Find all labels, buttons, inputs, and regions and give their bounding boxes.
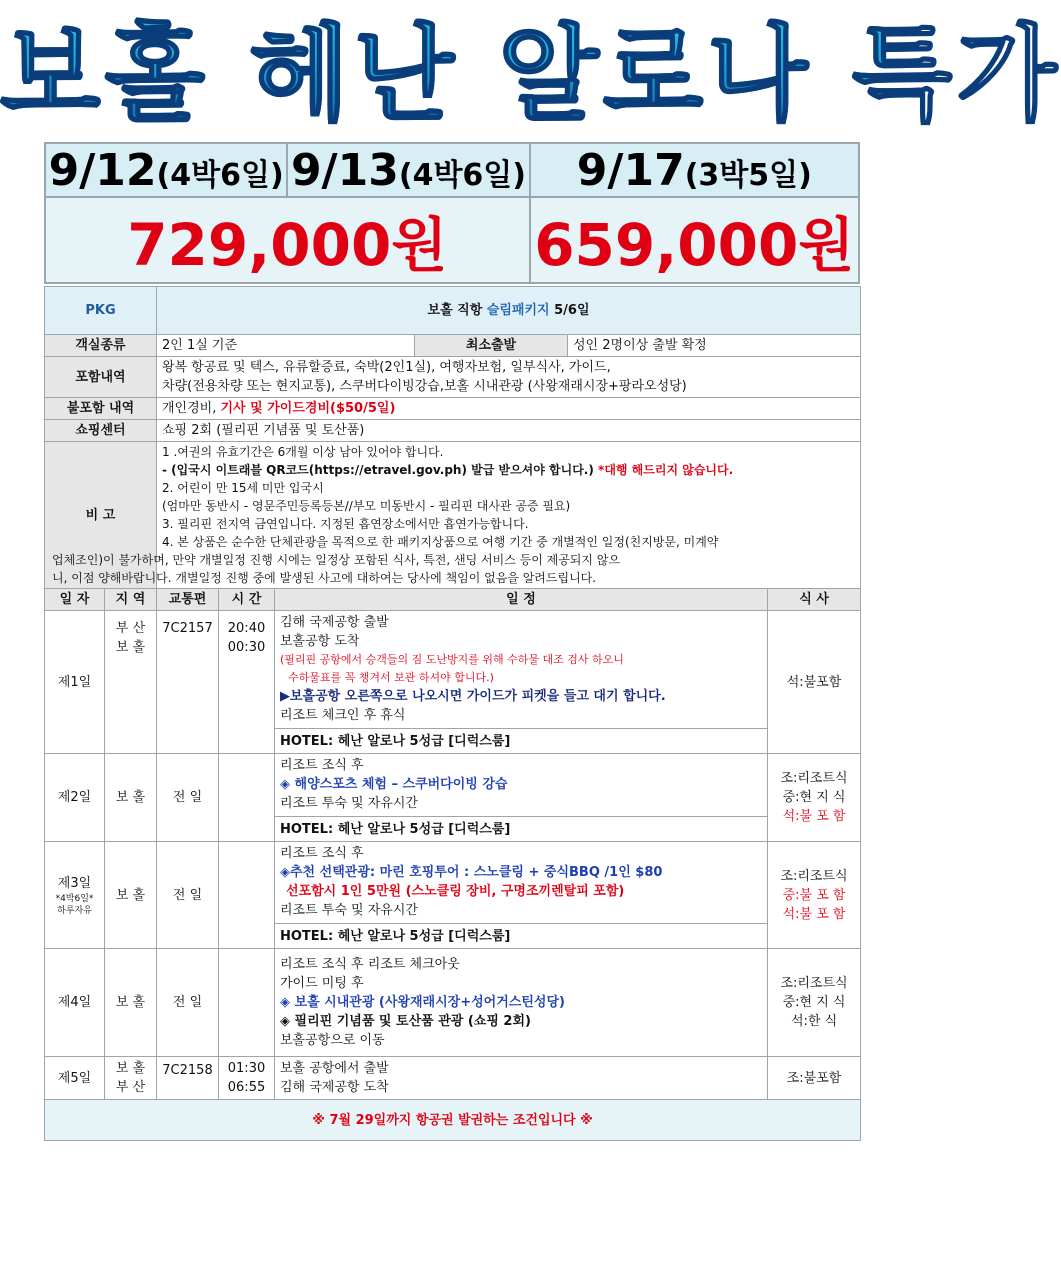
meal: 조:불포함 [768,1057,861,1100]
price-table [44,142,860,284]
region: 부 산 보 홀 [105,611,157,754]
day-label: 제1일 [45,611,105,754]
day-label: 제5일 [45,1057,105,1100]
header-transport: 교통편 [157,589,219,611]
header-date: 일 자 [45,589,105,611]
time: 01:30 06:55 [219,1057,275,1100]
departure-date-1: 9/12(4박6일) [45,143,287,197]
meal: 조:리조트식 중:현 지 식 석:불 포 함 [768,754,861,842]
flight: 전 일 [157,842,219,949]
package-title: 보홀 직항 슬림패키지 5/6일 [157,287,861,335]
table-row [45,1057,861,1100]
shopping-value: 쇼핑 2회 (필리핀 기념품 및 토산품) [157,420,861,442]
time [219,842,275,949]
shopping-label: 쇼핑센터 [45,420,157,442]
region: 보 홀 [105,949,157,1057]
flight: 전 일 [157,754,219,842]
schedule: 리조트 조식 후 ◈추천 선택관광: 마린 호핑투어 : 스노클링 + 중식BBQ /1인 $80 선포함시 1인 5만원 (스노클링 장비, 구명조끼렌탈피 포함) 리조트 투숙 및 자유시간 HOTEL: 헤난 알로나 5성급 [디럭스룸] [275,842,768,949]
meal: 조:리조트식 중:현 지 식 석:한 식 [768,949,861,1057]
departure-date-2: 9/13(4박6일) [287,143,529,197]
hotel-info: HOTEL: 헤난 알로나 5성급 [디럭스룸] [275,816,767,839]
meal: 석:불포함 [768,611,861,754]
header-meal: 식 사 [768,589,861,611]
header-schedule: 일 정 [275,589,768,611]
table-row [45,611,861,754]
pkg-label: PKG [45,287,157,335]
header-region: 지 역 [105,589,157,611]
hotel-info: HOTEL: 헤난 알로나 5성급 [디럭스룸] [275,923,767,946]
included-value: 왕복 항공료 및 텍스, 유류할증료, 숙박(2인1실), 여행자보험, 일부식사, 가이드, 차량(전용차량 또는 현지교통), 스쿠버다이빙강습,보홀 시내관광 (사왕재래시장+팡라오성당) [157,357,861,398]
day-label: 제2일 [45,754,105,842]
itinerary-table [44,286,861,1141]
min-departure-label: 최소출발 [415,335,568,357]
day-label: 제3일 *4박6일* 하루자유 [45,842,105,949]
page-title: 보홀 헤난 알로나 특가 [0,8,905,140]
table-row [45,949,861,1057]
included-label: 포함내역 [45,357,157,398]
schedule: 김해 국제공항 출발 보홀공항 도착 (필리핀 공항에서 승객들의 짐 도난방지를 위해 수하물 대조 검사 하오니 수하물표를 꼭 챙겨서 보관 하셔야 합니다.) ▶보홀공항 오른쪽으로 나오시면 가이드가 피켓을 들고 대기 합니다. 리조트 체크인 후 휴식 HOTEL: 헤난 알로나 5성급 [디럭스룸] [275,611,768,754]
excluded-label: 불포함 내역 [45,398,157,420]
header-time: 시 간 [219,589,275,611]
meal: 조:리조트식 중:불 포 함 석:불 포 함 [768,842,861,949]
price-2: 659,000원 [530,197,859,283]
region: 보 홀 부 산 [105,1057,157,1100]
room-type-label: 객실종류 [45,335,157,357]
hotel-info: HOTEL: 헤난 알로나 5성급 [디럭스룸] [275,728,767,751]
time [219,754,275,842]
schedule: 보홀 공항에서 출발 김해 국제공항 도착 [275,1057,768,1100]
flight: 7C2157 [157,611,219,754]
region: 보 홀 [105,842,157,949]
schedule: 리조트 조식 후 ◈ 해양스포츠 체험 – 스쿠버다이빙 강습 리조트 투숙 및 자유시간 HOTEL: 헤난 알로나 5성급 [디럭스룸] [275,754,768,842]
table-row [45,754,861,842]
excluded-value: 개인경비, 기사 및 가이드경비($50/5일) [157,398,861,420]
notes-value: 1 .여권의 유효기간은 6개월 이상 남아 있어야 합니다. - (입국시 이트래블 QR코드(https://etravel.gov.ph) 발급 받으셔야 합니다.) *대행 해드리지 않습니다. 2. 어린이 만 15세 미만 입국시 (엄마만 동반시 - 영문주민등록등본//부모 미동반시 - 필리핀 대사관 공증 필요) 3. 필리핀 전지역 금연입니다. 지정된 흡연장소에서만 흡연가능합니다. 4. 본 상품은 순수한 단체관광을 목적으로 한 패키지상품으로 여행 기간 중 개별적인 일정(친지방문, 미계약 업체조인)이 불가하며, 만약 개별일정 진행 시에는 일정상 포함된 식사, 특전, 샌딩 서비스 등이 제공되지 않으 니, 이점 양해바랍니다. 개별일정 진행 중에 발생된 사고에 대하여는 당사에 책임이 없음을 알려드립니다. [157,442,861,589]
footer-notice: ※ 7월 29일까지 항공권 발권하는 조건입니다 ※ [45,1100,861,1141]
min-departure-value: 성인 2명이상 출발 확정 [568,335,861,357]
day-label: 제4일 [45,949,105,1057]
time: 20:40 00:30 [219,611,275,754]
flight: 7C2158 [157,1057,219,1100]
table-row [45,842,861,949]
schedule: 리조트 조식 후 리조트 체크아웃 가이드 미팅 후 ◈ 보홀 시내관광 (사왕재래시장+성어거스틴성당) ◈ 필리핀 기념품 및 토산품 관광 (쇼핑 2회) 보홀공항으로 이동 [275,949,768,1057]
departure-date-3: 9/17(3박5일) [530,143,859,197]
time [219,949,275,1057]
flight: 전 일 [157,949,219,1057]
region: 보 홀 [105,754,157,842]
notes-label: 비 고 [45,442,157,589]
price-1: 729,000원 [45,197,530,283]
room-type-value: 2인 1실 기준 [157,335,415,357]
